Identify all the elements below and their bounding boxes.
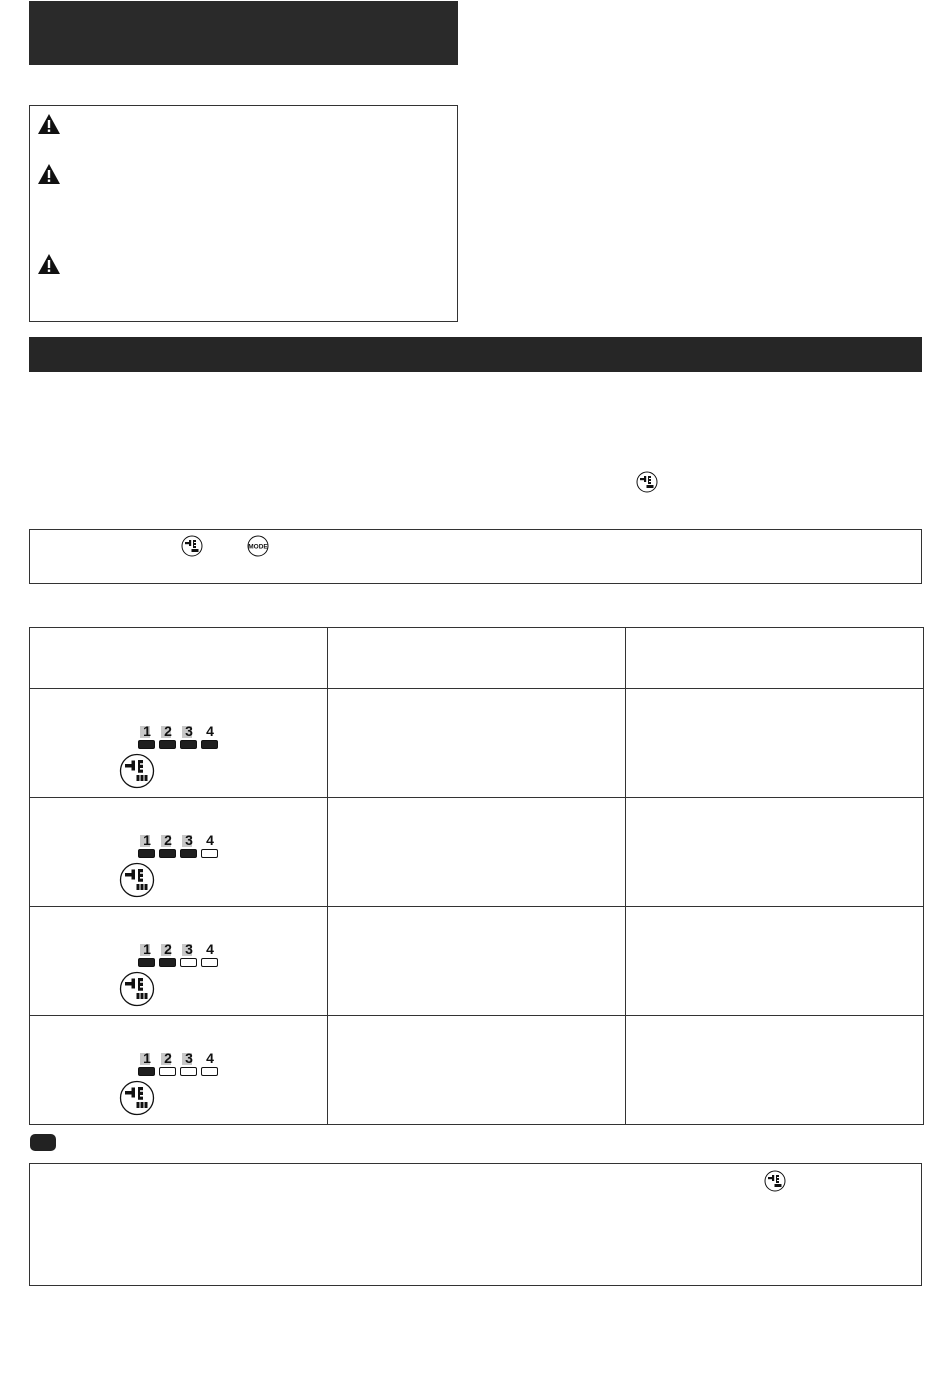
warning-triangle-icon bbox=[37, 113, 61, 135]
lamp-number: 1 bbox=[143, 941, 151, 957]
impact-mode-button-icon bbox=[764, 1170, 786, 1192]
mode-button-label: MODE bbox=[248, 543, 268, 551]
lamp-number: 3 bbox=[185, 1050, 193, 1066]
impact-mode-button-icon bbox=[636, 471, 658, 493]
table-header-cell bbox=[626, 628, 924, 689]
table-row bbox=[30, 798, 924, 907]
lamp-number: 1 bbox=[143, 832, 151, 848]
section-title-bar bbox=[29, 1, 458, 65]
warning-triangle-icon bbox=[37, 163, 61, 185]
table-cell bbox=[328, 689, 626, 798]
lamp-number: 3 bbox=[185, 941, 193, 957]
lamp-number: 1 bbox=[143, 1050, 151, 1066]
warning-box bbox=[29, 105, 458, 322]
lamp-indicator-cell bbox=[30, 689, 328, 798]
impact-force-table bbox=[29, 627, 924, 1125]
warning-triangle-icon bbox=[37, 253, 61, 275]
lamp-4 bbox=[201, 943, 219, 967]
lamp-1 bbox=[138, 725, 156, 749]
lamp-bar-unlit bbox=[159, 1067, 176, 1076]
lamp-indicator-group bbox=[138, 834, 222, 858]
lamp-3 bbox=[180, 943, 198, 967]
table-row bbox=[30, 1016, 924, 1125]
lamp-bar-unlit bbox=[180, 958, 197, 967]
lamp-bar-lit bbox=[159, 849, 176, 858]
table-cell bbox=[328, 798, 626, 907]
lamp-number: 3 bbox=[185, 723, 193, 739]
lamp-bar-unlit bbox=[201, 1067, 218, 1076]
lamp-bar-lit bbox=[159, 958, 176, 967]
lamp-2 bbox=[159, 1052, 177, 1076]
lamp-bar-lit bbox=[138, 849, 155, 858]
lamp-bar-lit bbox=[180, 849, 197, 858]
lamp-indicator-group bbox=[138, 943, 222, 967]
lamp-bar-lit bbox=[138, 740, 155, 749]
table-header-cell bbox=[30, 628, 328, 689]
lamp-bar-lit bbox=[180, 740, 197, 749]
lamp-bar-lit bbox=[159, 740, 176, 749]
lamp-1 bbox=[138, 1052, 156, 1076]
lamp-4 bbox=[201, 834, 219, 858]
lamp-1 bbox=[138, 943, 156, 967]
lamp-3 bbox=[180, 834, 198, 858]
lamp-4 bbox=[201, 1052, 219, 1076]
lamp-3 bbox=[180, 1052, 198, 1076]
lamp-number: 4 bbox=[206, 723, 214, 739]
lamp-number: 2 bbox=[164, 941, 172, 957]
lamp-bar-lit bbox=[138, 958, 155, 967]
lamp-number: 2 bbox=[164, 723, 172, 739]
lamp-3 bbox=[180, 725, 198, 749]
table-header-row bbox=[30, 628, 924, 689]
impact-mode-button-icon bbox=[119, 862, 155, 898]
tip-box bbox=[29, 1163, 922, 1286]
mode-button-icon bbox=[247, 535, 269, 557]
lamp-number: 2 bbox=[164, 832, 172, 848]
table-cell bbox=[626, 907, 924, 1016]
table-cell bbox=[328, 1016, 626, 1125]
lamp-2 bbox=[159, 943, 177, 967]
lamp-number: 4 bbox=[206, 941, 214, 957]
lamp-number: 1 bbox=[143, 723, 151, 739]
section-heading-bar bbox=[29, 337, 922, 372]
lamp-bar-lit bbox=[138, 1067, 155, 1076]
impact-mode-button-icon bbox=[181, 535, 203, 557]
note-box bbox=[29, 529, 922, 584]
table-cell bbox=[626, 798, 924, 907]
lamp-indicator-cell bbox=[30, 907, 328, 1016]
lamp-bar-unlit bbox=[201, 958, 218, 967]
lamp-indicator-cell bbox=[30, 798, 328, 907]
lamp-indicator-group bbox=[138, 1052, 222, 1076]
table-cell bbox=[626, 1016, 924, 1125]
impact-mode-button-icon bbox=[119, 753, 155, 789]
lamp-number: 2 bbox=[164, 1050, 172, 1066]
table-row bbox=[30, 689, 924, 798]
lamp-bar-unlit bbox=[180, 1067, 197, 1076]
lamp-indicator-group bbox=[138, 725, 222, 749]
lamp-2 bbox=[159, 725, 177, 749]
impact-mode-button-icon bbox=[119, 1080, 155, 1116]
lamp-1 bbox=[138, 834, 156, 858]
table-cell bbox=[328, 907, 626, 1016]
lamp-2 bbox=[159, 834, 177, 858]
table-row bbox=[30, 907, 924, 1016]
lamp-number: 3 bbox=[185, 832, 193, 848]
lamp-number: 4 bbox=[206, 1050, 214, 1066]
table-cell bbox=[626, 689, 924, 798]
table-header-cell bbox=[328, 628, 626, 689]
note-badge bbox=[30, 1134, 56, 1151]
lamp-4 bbox=[201, 725, 219, 749]
lamp-bar-unlit bbox=[201, 849, 218, 858]
impact-mode-button-icon bbox=[119, 971, 155, 1007]
lamp-indicator-cell bbox=[30, 1016, 328, 1125]
lamp-number: 4 bbox=[206, 832, 214, 848]
lamp-bar-lit bbox=[201, 740, 218, 749]
